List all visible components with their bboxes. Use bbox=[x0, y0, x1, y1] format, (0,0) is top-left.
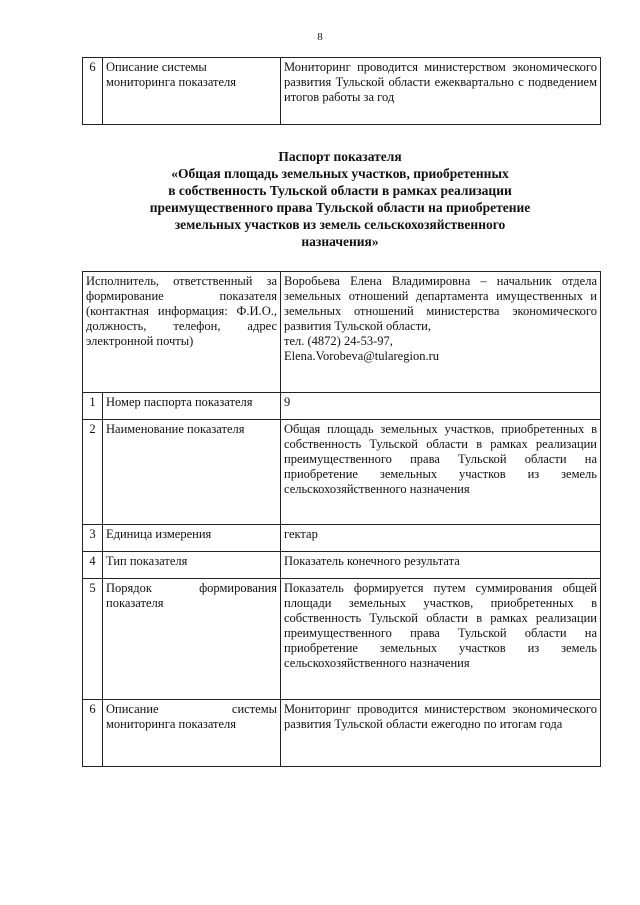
title-line: в собственность Тульской области в рамках реализации bbox=[168, 183, 512, 198]
row-value: Мониторинг проводится министерством экономического развития Тульской области ежеквартально с подведением итогов работы за год bbox=[281, 58, 601, 125]
row-value: Показатель формируется путем суммирования общей площади земельных участков, приобретенных в собственность Тульской области в рамках реализации преимущественного права Тульской области на приобретение земельных участков из земель сельскохозяйственного назначения bbox=[281, 579, 601, 700]
title-line: преимущественного права Тульской области на приобретение bbox=[149, 200, 531, 215]
page-number: 8 bbox=[317, 31, 323, 43]
row-label: Описание системы мониторинга показателя bbox=[103, 58, 281, 125]
row-number: 6 bbox=[83, 58, 103, 125]
row-value: Общая площадь земельных участков, приобретенных в собственность Тульской области в рамках реализации преимущественного права Тульской области на приобретение земельных участков из земель сельскохозяйственного назначения bbox=[281, 420, 601, 525]
title-line: Паспорт показателя bbox=[278, 149, 402, 164]
row-value: гектар bbox=[281, 525, 601, 552]
row-label: Номер паспорта показателя bbox=[103, 393, 281, 420]
table-row bbox=[83, 525, 601, 552]
executor-label: Исполнитель, ответственный за формирование показателя (контактная информация: Ф.И.О., должность, телефон, адрес электронной почты) bbox=[83, 272, 281, 393]
row-label: Описание системы мониторинга показателя bbox=[103, 700, 281, 767]
row-number: 1 bbox=[83, 393, 103, 420]
table-row bbox=[83, 700, 601, 767]
row-number: 2 bbox=[83, 420, 103, 525]
title-line: «Общая площадь земельных участков, приобретенных bbox=[171, 166, 509, 181]
row-value: Показатель конечного результата bbox=[281, 552, 601, 579]
row-number: 6 bbox=[83, 700, 103, 767]
row-label: Единица измерения bbox=[103, 525, 281, 552]
passport-table bbox=[82, 271, 601, 767]
table-row bbox=[83, 58, 601, 125]
row-value: 9 bbox=[281, 393, 601, 420]
executor-name-position: Воробьева Елена Владимировна – начальник отдела земельных отношений департамента имущественных и земельных отношений министерства экономического развития Тульской области, bbox=[284, 274, 597, 333]
row-label: Наименование показателя bbox=[103, 420, 281, 525]
row-label: Порядок формирования показателя bbox=[103, 579, 281, 700]
executor-value bbox=[281, 272, 601, 393]
row-number: 4 bbox=[83, 552, 103, 579]
row-number: 3 bbox=[83, 525, 103, 552]
executor-email: Elena.Vorobeva@tularegion.ru bbox=[284, 349, 439, 363]
passport-title bbox=[100, 148, 580, 250]
table-row bbox=[83, 552, 601, 579]
title-line: земельных участков из земель сельскохозяйственного bbox=[174, 217, 506, 232]
table-row bbox=[83, 420, 601, 525]
executor-row bbox=[83, 272, 601, 393]
row-label: Тип показателя bbox=[103, 552, 281, 579]
previous-passport-table-tail bbox=[82, 57, 601, 125]
row-value: Мониторинг проводится министерством экономического развития Тульской области ежегодно по итогам года bbox=[281, 700, 601, 767]
title-line: назначения» bbox=[301, 234, 379, 249]
executor-phone: тел. (4872) 24-53-97, bbox=[284, 334, 393, 348]
table-row bbox=[83, 579, 601, 700]
row-number: 5 bbox=[83, 579, 103, 700]
table-row bbox=[83, 393, 601, 420]
